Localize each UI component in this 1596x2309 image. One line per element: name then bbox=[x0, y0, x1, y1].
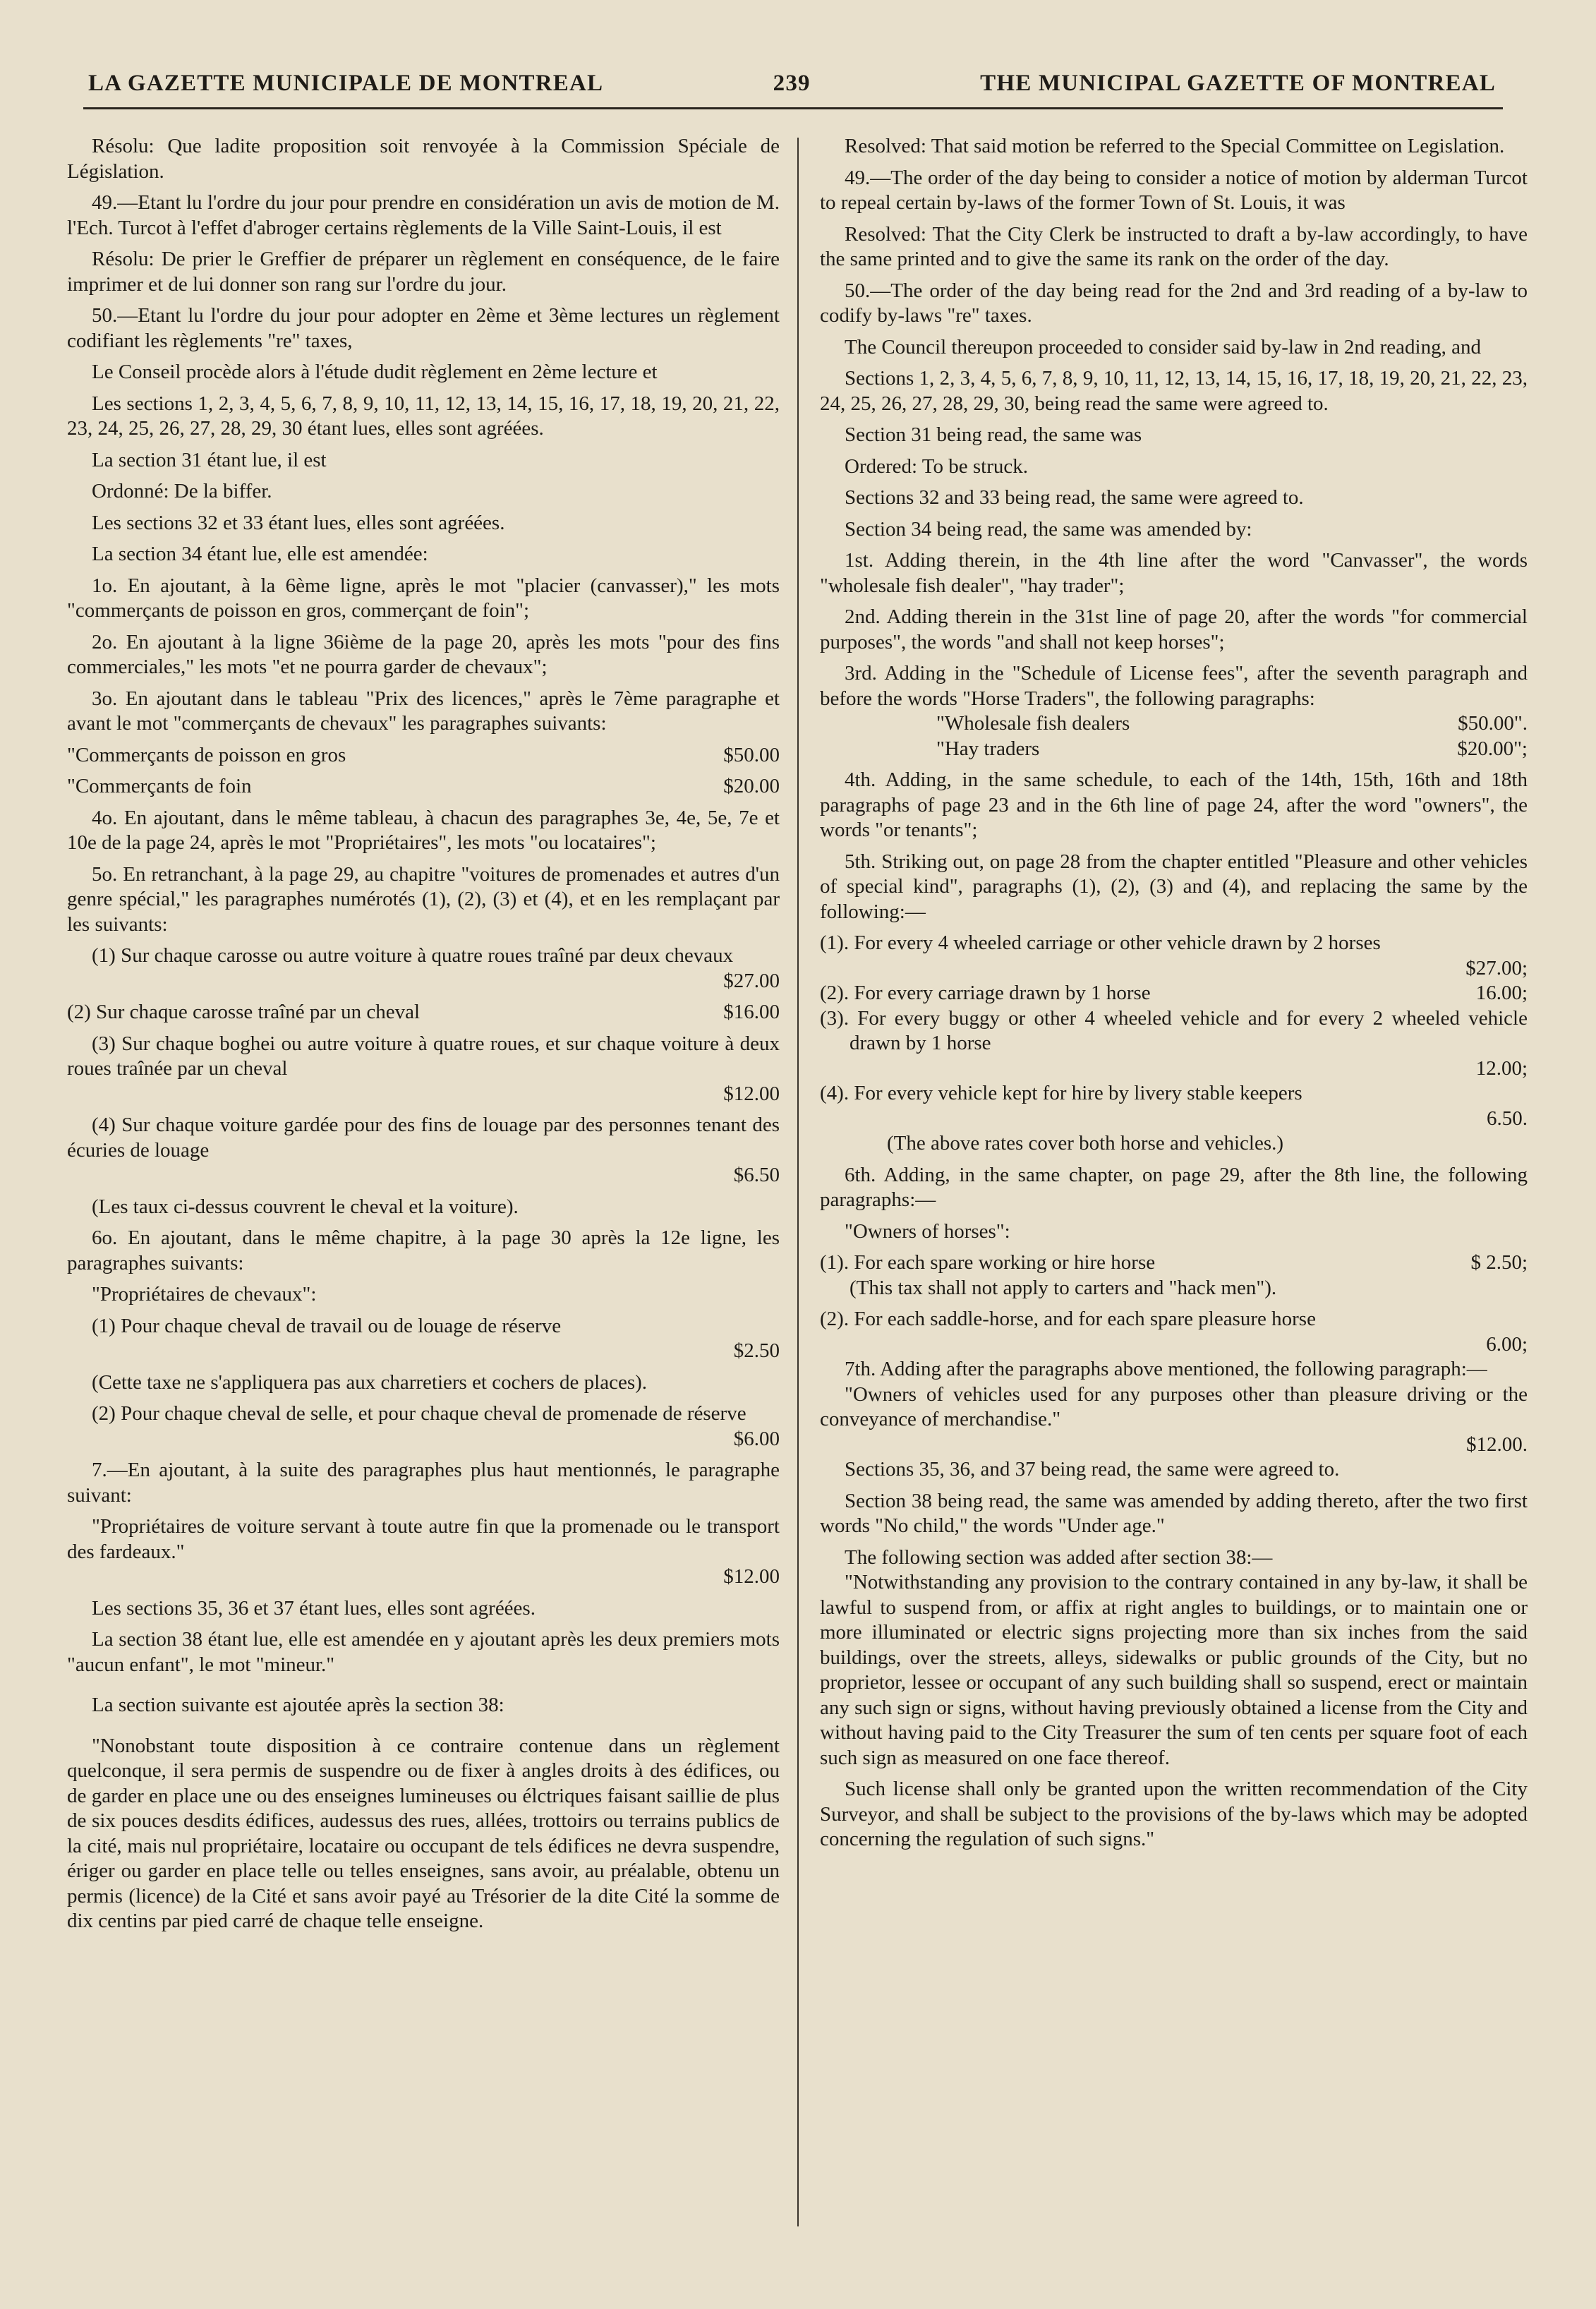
rate-item bbox=[820, 1006, 1528, 1082]
french-title: LA GAZETTE MUNICIPALE DE MONTREAL bbox=[88, 70, 604, 96]
paragraph: 1o. En ajoutant, à la 6ème ligne, après le mot "placier (canvasser)," les mots "commerçants de poisson en gros, commerçant de foin"; bbox=[67, 574, 780, 622]
paragraph: 2o. En ajoutant à la ligne 36ième de la page 20, après les mots "pour des fins commerciales," les mots "et ne pourra garder de chevaux"; bbox=[67, 630, 780, 678]
fee-line bbox=[820, 737, 1528, 762]
rate-value: $ 2.50; bbox=[1470, 1251, 1528, 1274]
fee-label: "Wholesale fish dealers bbox=[936, 712, 1130, 735]
rate-note: (This tax shall not apply to carters and "hack men"). bbox=[850, 1276, 1277, 1299]
fee-line bbox=[67, 743, 780, 768]
rate-item bbox=[820, 981, 1528, 1006]
rate-item bbox=[820, 1382, 1528, 1458]
rate-text: (1) Sur chaque carosse ou autre voiture à quatre roues traîné par deux chevaux bbox=[92, 944, 734, 967]
rate-text: (4). For every vehicle kept for hire by livery stable keepers bbox=[820, 1082, 1302, 1104]
rate-item bbox=[820, 1250, 1528, 1301]
rate-item bbox=[820, 1307, 1528, 1357]
fee-value: $50.00 bbox=[723, 743, 780, 766]
paragraph: Les sections 32 et 33 étant lues, elles sont agréées. bbox=[92, 511, 505, 534]
paragraph: The Council thereupon proceeded to consider said by-law in 2nd reading, and bbox=[845, 335, 1481, 358]
paragraph: 6th. Adding, in the same chapter, on page 29, after the 8th line, the following paragraphs:— bbox=[820, 1163, 1528, 1211]
rate-text: (4) Sur chaque voiture gardée pour des fins de louage par des personnes tenant des écuries de louage bbox=[67, 1114, 780, 1162]
paragraph: 6o. En ajoutant, dans le même chapitre, à la page 30 après la 12e ligne, les paragraphes suivants: bbox=[67, 1226, 780, 1274]
rate-text: (3) Sur chaque boghei ou autre voiture à quatre roues, et sur chaque voiture à deux roues traînée par un cheval bbox=[67, 1032, 780, 1080]
paragraph: Resolved: That the City Clerk be instructed to draft a by-law accordingly, to have the same printed and to give the same its rank on the order of the day. bbox=[820, 222, 1528, 270]
paragraph: (Les taux ci-dessus couvrent le cheval et la voiture). bbox=[92, 1195, 519, 1218]
paragraph: Sections 32 and 33 being read, the same were agreed to. bbox=[845, 486, 1304, 509]
paragraph: 1st. Adding therein, in the 4th line after the word "Canvasser", the words "wholesale fish dealer", "hay trader"; bbox=[820, 549, 1528, 597]
fee-value: $20.00"; bbox=[1457, 737, 1528, 760]
rate-text: (2). For every carriage drawn by 1 horse bbox=[820, 982, 1151, 1004]
rate-value: 12.00; bbox=[1475, 1056, 1528, 1080]
rate-item bbox=[67, 944, 780, 994]
rate-value: 6.00; bbox=[1486, 1332, 1528, 1356]
rate-value: $6.00 bbox=[733, 1427, 780, 1450]
rate-text: (2) Pour chaque cheval de selle, et pour chaque cheval de promenade de réserve bbox=[92, 1402, 746, 1425]
rate-value: $6.50 bbox=[733, 1164, 780, 1186]
column-divider bbox=[797, 138, 799, 2226]
paragraph: 2nd. Adding therein in the 31st line of page 20, after the words "for commercial purposes", the words "and shall not keep horses"; bbox=[820, 605, 1528, 653]
paragraph: "Owners of horses": bbox=[845, 1219, 1010, 1243]
paragraph: 49.—Etant lu l'ordre du jour pour prendre en considération un avis de motion de M. l'Ech. Turcot à l'effet d'abroger certains règlements de la Ville Saint-Louis, il est bbox=[67, 191, 780, 239]
paragraph: 50.—Etant lu l'ordre du jour pour adopter en 2ème et 3ème lectures un règlement codifiant les règlements "re" taxes, bbox=[67, 304, 780, 352]
paragraph: Ordonné: De la biffer. bbox=[92, 480, 272, 502]
rate-item bbox=[820, 931, 1528, 981]
paragraph: 50.—The order of the day being read for the 2nd and 3rd reading of a by-law to codify by-laws "re" taxes. bbox=[820, 279, 1528, 327]
paragraph: The following section was added after section 38:— bbox=[845, 1545, 1273, 1569]
paragraph: 5o. En retranchant, à la page 29, au chapitre "voitures de promenades et autres d'un genre spécial," les paragraphes numérotés (1), (2), (3) et (4), et en les remplaçant par les suivants: bbox=[67, 862, 780, 936]
fee-line bbox=[820, 711, 1528, 737]
english-column bbox=[820, 134, 1528, 1852]
rate-text: "Propriétaires de voiture servant à toute autre fin que la promenade ou le transport des fardeaux." bbox=[67, 1515, 780, 1563]
rate-text: (2) Sur chaque carosse traîné par un cheval bbox=[67, 1001, 421, 1023]
paragraph: Resolved: That said motion be referred to the Special Committee on Legislation. bbox=[845, 135, 1505, 157]
paragraph: (The above rates cover both horse and vehicles.) bbox=[887, 1132, 1284, 1154]
fee-line bbox=[67, 774, 780, 800]
paragraph: 7th. Adding after the paragraphs above mentioned, the following paragraph:— bbox=[845, 1358, 1487, 1380]
paragraph: 3rd. Adding in the "Schedule of License fees", after the seventh paragraph and before the words "Horse Traders", the following paragraphs: bbox=[820, 662, 1528, 710]
paragraph: Les sections 35, 36 et 37 étant lues, elles sont agréées. bbox=[92, 1596, 536, 1620]
rate-value: $27.00 bbox=[723, 969, 780, 992]
rate-text: (1). For each spare working or hire horse bbox=[820, 1251, 1156, 1274]
fee-value: $20.00 bbox=[723, 775, 780, 797]
rate-item bbox=[67, 1032, 780, 1107]
fee-label: "Hay traders bbox=[936, 737, 1040, 760]
paragraph: Section 31 being read, the same was bbox=[845, 423, 1142, 446]
page-header bbox=[88, 62, 1496, 104]
paragraph: Such license shall only be granted upon the written recommendation of the City Surveyor, and shall be subject to the provisions of the by-laws which may be adopted concerning the regulation of such signs." bbox=[820, 1778, 1528, 1850]
paragraph: Le Conseil procède alors à l'étude dudit règlement en 2ème lecture et bbox=[92, 361, 658, 383]
rate-text: (2). For each saddle-horse, and for each spare pleasure horse bbox=[820, 1308, 1316, 1330]
rate-item bbox=[67, 1314, 780, 1364]
paragraph: 49.—The order of the day being to consider a notice of motion by alderman Turcot to repeal certain by-laws of the former Town of St. Louis, it was bbox=[820, 166, 1528, 214]
paragraph: 3o. En ajoutant dans le tableau "Prix des licences," après le 7ème paragraphe et avant le mot "commerçants de chevaux" les paragraphes suivants: bbox=[67, 687, 780, 735]
rate-value: $27.00; bbox=[1465, 956, 1528, 979]
paragraph: 4th. Adding, in the same schedule, to each of the 14th, 15th, 16th and 18th paragraphs of page 23 and in the 6th line of page 24, after the word "owners", the words "or tenants"; bbox=[820, 768, 1528, 841]
paragraph: Résolu: De prier le Greffier de préparer un règlement en conséquence, de le faire imprimer et de lui donner son rang sur l'ordre du jour. bbox=[67, 248, 780, 296]
rate-text: "Owners of vehicles used for any purposes other than pleasure driving or the conveyance of merchandise." bbox=[820, 1382, 1528, 1430]
paragraph: Ordered: To be struck. bbox=[845, 454, 1028, 478]
rate-value: $12.00 bbox=[723, 1082, 780, 1105]
rate-item bbox=[820, 1081, 1528, 1131]
rate-item bbox=[67, 1113, 780, 1188]
paragraph: 4o. En ajoutant, dans le même tableau, à chacun des paragraphes 3e, 4e, 5e, 7e et 10e de la page 24, après le mot "Propriétaires", les mots "ou locataires"; bbox=[67, 806, 780, 854]
paragraph: Sections 35, 36, and 37 being read, the same were agreed to. bbox=[845, 1458, 1340, 1481]
paragraph: Les sections 1, 2, 3, 4, 5, 6, 7, 8, 9, 10, 11, 12, 13, 14, 15, 16, 17, 18, 19, 20, 21, 22, 23, 24, 25, 26, 27, 28, 29, 30 étant lues, elles sont agréées. bbox=[67, 392, 780, 440]
paragraph: Sections 1, 2, 3, 4, 5, 6, 7, 8, 9, 10, 11, 12, 13, 14, 15, 16, 17, 18, 19, 20, 21, 22, 23, 24, 25, 26, 27, 28, 29, 30, being read the same were agreed to. bbox=[820, 367, 1528, 415]
fee-label: "Commerçants de poisson en gros bbox=[67, 743, 346, 766]
paragraph: "Notwithstanding any provision to the contrary contained in any by-law, it shall be lawful to suspend from, or affix at right angles to buildings, or to maintain one or more illuminated or electric signs projecting more than six inches from the said buildings, over the streets, alleys, sidewalks or public grounds of the City, but no proprietor, lessee or occupant of any such building shall so suspend, erect or maintain any such sign or signs, without having previously obtained a license from the City and without having paid to the City Treasurer the sum of ten cents per square foot of each such sign as measured on one face thereof. bbox=[820, 1571, 1528, 1769]
paragraph: Résolu: Que ladite proposition soit renvoyée à la Commission Spéciale de Législation. bbox=[67, 135, 780, 183]
rate-value: $12.00. bbox=[1466, 1433, 1528, 1456]
paragraph: Section 34 being read, the same was amended by: bbox=[845, 517, 1252, 541]
rate-value: 6.50. bbox=[1487, 1107, 1528, 1130]
paragraph: Section 38 being read, the same was amended by adding thereto, after the two first words "No child," the words "Under age." bbox=[820, 1489, 1528, 1537]
paragraph: La section suivante est ajoutée après la section 38: bbox=[92, 1694, 504, 1716]
rate-value: $16.00 bbox=[723, 1001, 780, 1023]
rate-value: $12.00 bbox=[723, 1565, 780, 1588]
french-column bbox=[67, 134, 780, 1934]
paragraph: (Cette taxe ne s'appliquera pas aux charretiers et cochers de places). bbox=[92, 1370, 648, 1394]
paragraph: La section 34 étant lue, elle est amendée: bbox=[92, 543, 428, 565]
english-title: THE MUNICIPAL GAZETTE OF MONTREAL bbox=[980, 70, 1496, 96]
paragraph: "Nonobstant toute disposition à ce contraire contenue dans un règlement quelconque, il sera permis de suspendre ou de fixer à angles droits à des édifices, ou de garder en place une ou des enseignes lumineuses ou élctriques faisant saillie de plus de six pouces desdits édifices, audessus des rues, allées, trottoirs ou terrains publics de la cité, mais nul propriétaire, locataire ou occupant de tels édifices ne devra suspendre, ériger ou garder en place telle ou telles enseignes, sans avoir, au préalable, obtenu un permis (licence) de la Cité et sans avoir payé au Trésorier de la dite Cité la somme de dix centins par pied carré de chaque telle enseigne. bbox=[67, 1734, 780, 1932]
rate-item bbox=[67, 1401, 780, 1452]
paragraph: "Propriétaires de chevaux": bbox=[92, 1283, 317, 1306]
rate-text: (3). For every buggy or other 4 wheeled vehicle and for every 2 wheeled vehicle drawn by 1 horse bbox=[820, 1006, 1528, 1054]
paragraph: La section 38 étant lue, elle est amendée en y ajoutant après les deux premiers mots "aucun enfant", le mot "mineur." bbox=[67, 1628, 780, 1676]
rate-item bbox=[67, 1514, 780, 1590]
rate-value: $2.50 bbox=[733, 1339, 780, 1362]
header-rule bbox=[83, 107, 1503, 109]
fee-label: "Commerçants de foin bbox=[67, 775, 252, 797]
fee-value: $50.00". bbox=[1458, 712, 1528, 735]
rate-item bbox=[67, 1000, 780, 1025]
page-number: 239 bbox=[773, 70, 811, 96]
rate-text: (1) Pour chaque cheval de travail ou de louage de réserve bbox=[92, 1314, 562, 1337]
paragraph: 7.—En ajoutant, à la suite des paragraphes plus haut mentionnés, le paragraphe suivant: bbox=[67, 1459, 780, 1507]
rate-text: (1). For every 4 wheeled carriage or other vehicle drawn by 2 horses bbox=[820, 932, 1381, 954]
paragraph: 5th. Striking out, on page 28 from the chapter entitled "Pleasure and other vehicles of special kind", paragraphs (1), (2), (3) and (4), and replacing the same by the following:— bbox=[820, 850, 1528, 923]
paragraph: La section 31 étant lue, il est bbox=[92, 448, 327, 471]
rate-value: 16.00; bbox=[1475, 982, 1528, 1004]
